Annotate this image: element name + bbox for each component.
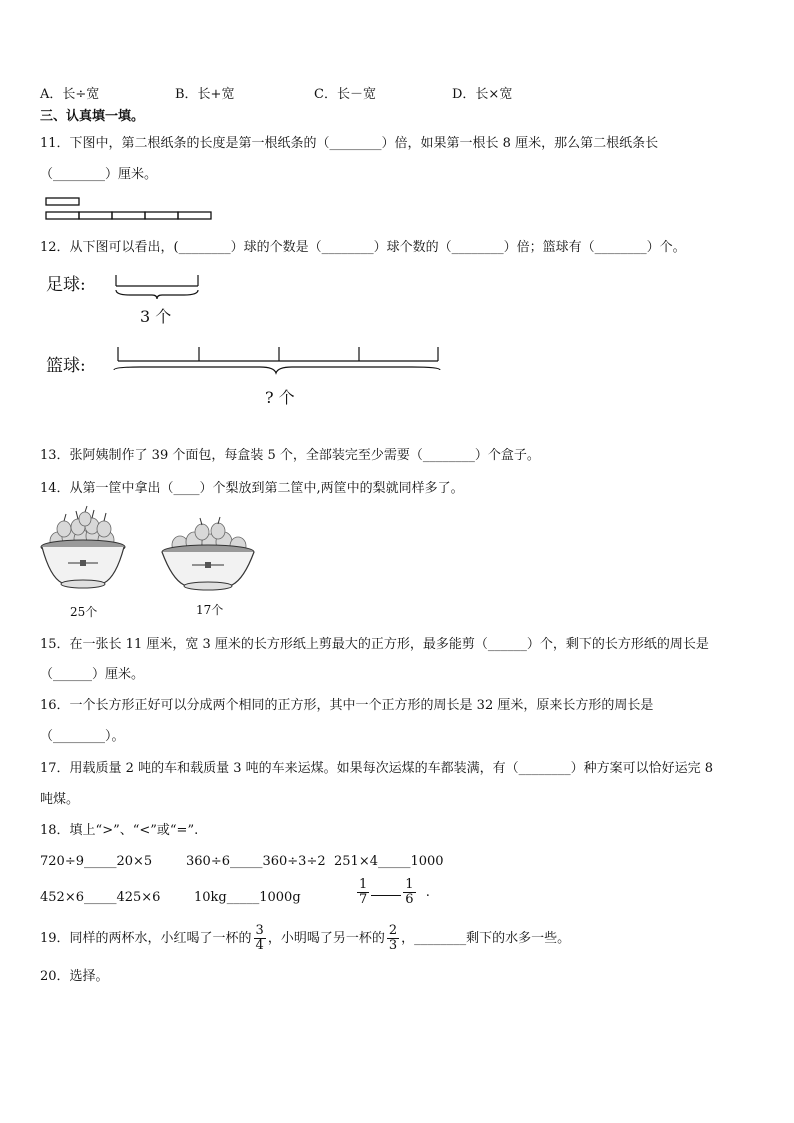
basketball-count: ? 个 [265, 388, 295, 407]
basketball-bar [110, 343, 450, 377]
option-b: B．长+宽 [175, 87, 235, 102]
football-label: 足球: [46, 275, 86, 295]
q15-line1: 15．在一张长 11 厘米，宽 3 厘米的长方形纸上剪最大的正方形，最多能剪（______）个，剩下的长方形纸的周长是 [40, 637, 709, 652]
strip-two [46, 212, 211, 219]
fraction-one-sixth: $\frac{1}{6}$ [405, 877, 414, 907]
football-count: 3 个 [140, 307, 172, 326]
q16-line2: （________）。 [40, 729, 125, 744]
fraction-three-quarters: $\frac{3}{4}$ [255, 923, 264, 953]
q11-line1: 11．下图中，第二根纸条的长度是第一根纸条的（________）倍，如果第一根长 8 厘米，那么第二根纸条长 [40, 136, 659, 151]
q18-row2-item1: 452×6_____425×6 [40, 890, 161, 905]
option-a: A．长÷宽 [40, 87, 100, 102]
q19-text: 19．同样的两杯水，小红喝了一杯的 $\frac{3}{4}$ ，小明喝了另一杯的 $\frac{2}{3}$ ，________剩下的水多一些。 [40, 923, 571, 953]
q11-line2: （________）厘米。 [40, 167, 158, 182]
q18-title: 18．填上“>”、“<”或“=”. [40, 823, 199, 838]
q13-text: 13．张阿姨制作了 39 个面包，每盒装 5 个，全部装完至少需要（________）个盒子。 [40, 448, 540, 463]
football-bar [110, 270, 210, 300]
q18-row1-item3: 251×4_____1000 [334, 854, 444, 869]
basket-two-label: 17个 [196, 603, 224, 617]
basket-one-icon [38, 505, 133, 600]
q18-row1-item1: 720÷9_____20×5 [40, 854, 153, 869]
option-c: C．长－宽 [314, 87, 376, 102]
q16-line1: 16．一个长方形正好可以分成两个相同的正方形，其中一个正方形的周长是 32 厘米，原来长方形的周长是 [40, 698, 654, 713]
basket-one-label: 25个 [70, 605, 98, 619]
fraction-one-seventh: $\frac{1}{7}$ [359, 877, 368, 907]
basketball-label: 篮球: [46, 356, 86, 376]
answer-blank [371, 883, 401, 896]
strip-one [46, 198, 79, 205]
fraction-two-thirds: $\frac{2}{3}$ [388, 923, 398, 953]
q15-line2: （______）厘米。 [40, 667, 145, 682]
paper-strips-figure [44, 195, 214, 225]
basket-two-icon [158, 515, 258, 600]
section-title: 三、认真填一填。 [40, 109, 145, 124]
q17-line2: 吨煤。 [40, 792, 80, 807]
q14-text: 14．从第一筐中拿出（____）个梨放到第二筐中,两筐中的梨就同样多了。 [40, 481, 464, 496]
option-d: D．长×宽 [452, 87, 513, 102]
q18-fraction-compare: $\frac{1}{7}$ $\frac{1}{6}$ . [359, 877, 430, 907]
q12-text: 12．从下图可以看出，(________）球的个数是（________）球个数的（________）倍；篮球有（________）个。 [40, 240, 686, 255]
q20-text: 20．选择。 [40, 969, 109, 984]
q18-row2-item2: 10kg_____1000g [194, 890, 301, 905]
q17-line1: 17．用载质量 2 吨的车和载质量 3 吨的车来运煤。如果每次运煤的车都装满，有（________）种方案可以恰好运完 8 [40, 761, 714, 776]
q18-row1-item2: 360÷6_____360÷3÷2 [186, 854, 326, 869]
